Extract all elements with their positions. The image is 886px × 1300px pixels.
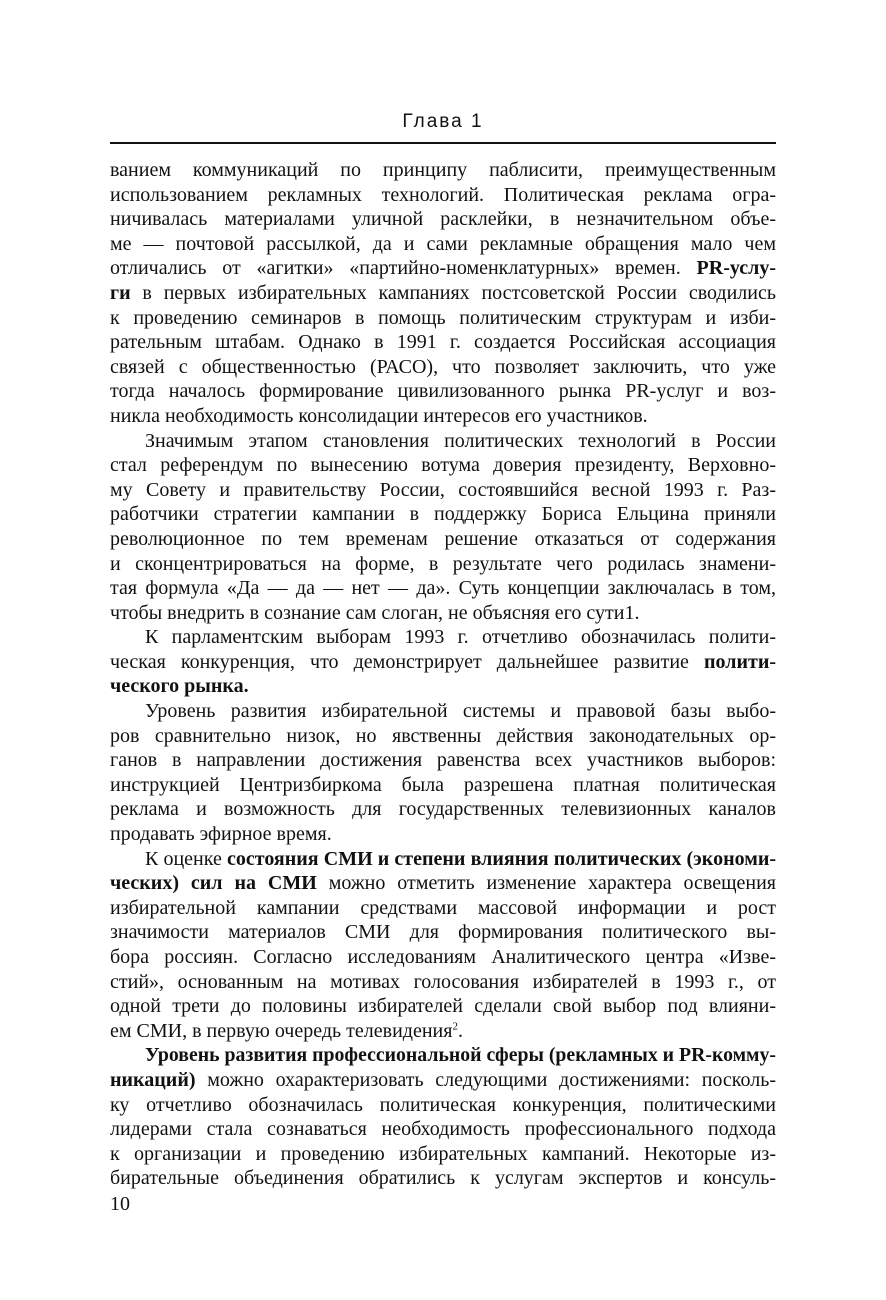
bold-text: ги [110,281,131,304]
bold-text: полити- [703,650,776,673]
text-segment: ров сравнительно низок, но явственны действия законодательных ор- [110,724,776,747]
text-line [110,1093,776,1118]
text-segment: чтобы внедрить в сознание сам слоган, не объясняя его сути1. [110,601,640,624]
text-segment: одной трети до половины избирателей сделали свой выбор под влияни- [110,995,776,1018]
text-segment: связей с общественностью (РАСО), что позволяет заключить, что уже [110,355,776,378]
paragraph [110,158,776,429]
text-segment: можно отметить изменение характера освещения [316,872,776,895]
text-line [110,650,776,675]
text-line [110,379,776,404]
text-segment: можно охарактеризовать следующими достижениями: посколь- [195,1068,776,1091]
text-segment: к проведению семинаров в помощь политическим структурам и изби- [110,306,776,329]
text-segment: ем СМИ, в первую очередь телевидения [110,1019,453,1042]
header-rule [110,142,776,144]
text-line [110,601,776,626]
text-line [110,699,776,724]
text-segment: значимости материалов СМИ для формирования политического вы- [110,921,776,944]
paragraph [110,1043,776,1191]
text-line [110,330,776,355]
text-segment: Значимым этапом становления политических технологий в России [145,429,776,452]
text-segment: рательным штабам. Однако в 1991 г. создается Российская ассоциация [110,331,776,354]
text-segment: ческая конкуренция, что демонстрирует дальнейшее развитие [110,650,704,673]
text-line [110,1117,776,1142]
text-segment: революционное по тем временам решение отказаться от содержания [110,527,776,550]
text-line [110,1043,776,1068]
text-line [110,552,776,577]
text-segment: в первых избирательных кампаниях постсоветской России сводились [130,281,776,304]
text-segment: никла необходимость консолидации интересов его участников. [110,404,648,427]
text-line [110,256,776,281]
text-line [110,822,776,847]
text-segment: бирательные объединения обратились к услугам экспертов и консуль- [110,1167,776,1190]
text-line [110,625,776,650]
text-line [110,527,776,552]
paragraph [110,699,776,847]
text-segment: продавать эфирное время. [110,823,332,846]
text-line [110,797,776,822]
text-segment: тая формула «Да — да — нет — да». Суть концепции заключалась в том, [110,577,776,600]
text-line [110,748,776,773]
text-segment: . [457,1019,463,1042]
paragraph [110,625,776,699]
text-segment: Уровень развития избирательной системы и правовой базы выбо- [145,700,776,723]
running-header: Глава 1 [402,111,484,132]
text-line [110,183,776,208]
text-line [110,404,776,429]
text-line [110,502,776,527]
text-segment: к организации и проведению избирательных кампаний. Некоторые из- [110,1142,776,1165]
text-segment: избирательной кампании средствами массовой информации и рост [110,896,776,919]
paragraph [110,847,776,1044]
text-segment: использованием рекламных технологий. Политическая реклама огра- [110,183,776,206]
text-line [110,724,776,749]
text-segment: стал референдум по вынесению вотума доверия президенту, Верховно- [110,454,776,477]
text-line [110,453,776,478]
text-segment: К оценке [145,847,227,870]
text-line [110,945,776,970]
paragraph [110,429,776,626]
text-line [110,1019,776,1044]
text-line [110,773,776,798]
bold-text: ческих) сил на СМИ [110,872,317,895]
text-line [110,994,776,1019]
text-line [110,281,776,306]
bold-text: PR-услу- [696,257,776,280]
bold-text: никаций) [110,1068,196,1091]
page-number: 10 [110,1193,130,1215]
text-line [110,158,776,183]
bold-text: Уровень развития профессиональной сферы (рекламных и PR-комму- [145,1044,776,1067]
text-segment: реклама и возможность для государственных телевизионных каналов [110,798,776,821]
text-segment: отличались от «агитки» «партийно-номенклатурных» времен. [110,257,697,280]
text-segment: ничивалась материалами уличной расклейки, в незначительном объе- [110,208,776,231]
text-line [110,920,776,945]
text-line [110,871,776,896]
text-line [110,970,776,995]
text-segment: инструкцией Центризбиркома была разрешена платная политическая [110,773,776,796]
text-segment: стий», основанным на мотивах голосования избирателей в 1993 г., от [110,970,776,993]
text-line [110,478,776,503]
text-segment: ку отчетливо обозначилась политическая конкуренция, политическими [110,1093,776,1116]
text-segment: бора россиян. Согласно исследованиям Аналитического центра «Изве- [110,946,776,968]
text-line [110,847,776,872]
bold-text: состояния СМИ и степени влияния политических (экономи- [227,847,777,870]
text-segment: и сконцентрироваться на форме, в результате чего родилась знамени- [110,552,776,575]
text-line [110,306,776,331]
text-segment: лидерами стала сознаваться необходимость профессионального подхода [110,1118,776,1141]
text-segment: ванием коммуникаций по принципу паблисити, преимущественным [110,159,776,181]
text-line [110,674,776,699]
footnote-ref: 2 [452,1020,458,1033]
text-line [110,576,776,601]
text-segment: му Совету и правительству России, состоявшийся весной 1993 г. Раз- [110,478,776,501]
text-line [110,355,776,380]
text-segment: ме — почтовой рассылкой, да и сами рекламные обращения мало чем [110,232,776,255]
text-line [110,207,776,232]
text-line [110,232,776,257]
text-segment: тогда началось формирование цивилизованного рынка PR-услуг и воз- [110,380,776,403]
text-segment: работчики стратегии кампании в поддержку Бориса Ельцина приняли [110,503,776,526]
text-line [110,896,776,921]
bold-text: ческого рынка. [110,675,249,698]
text-line [110,1166,776,1191]
text-segment: К парламентским выборам 1993 г. отчетливо обозначилась полити- [145,626,776,649]
body-text [110,158,776,1191]
text-line [110,429,776,454]
text-line [110,1068,776,1093]
text-line [110,1142,776,1167]
text-segment: ганов в направлении достижения равенства всех участников выборов: [110,749,776,772]
